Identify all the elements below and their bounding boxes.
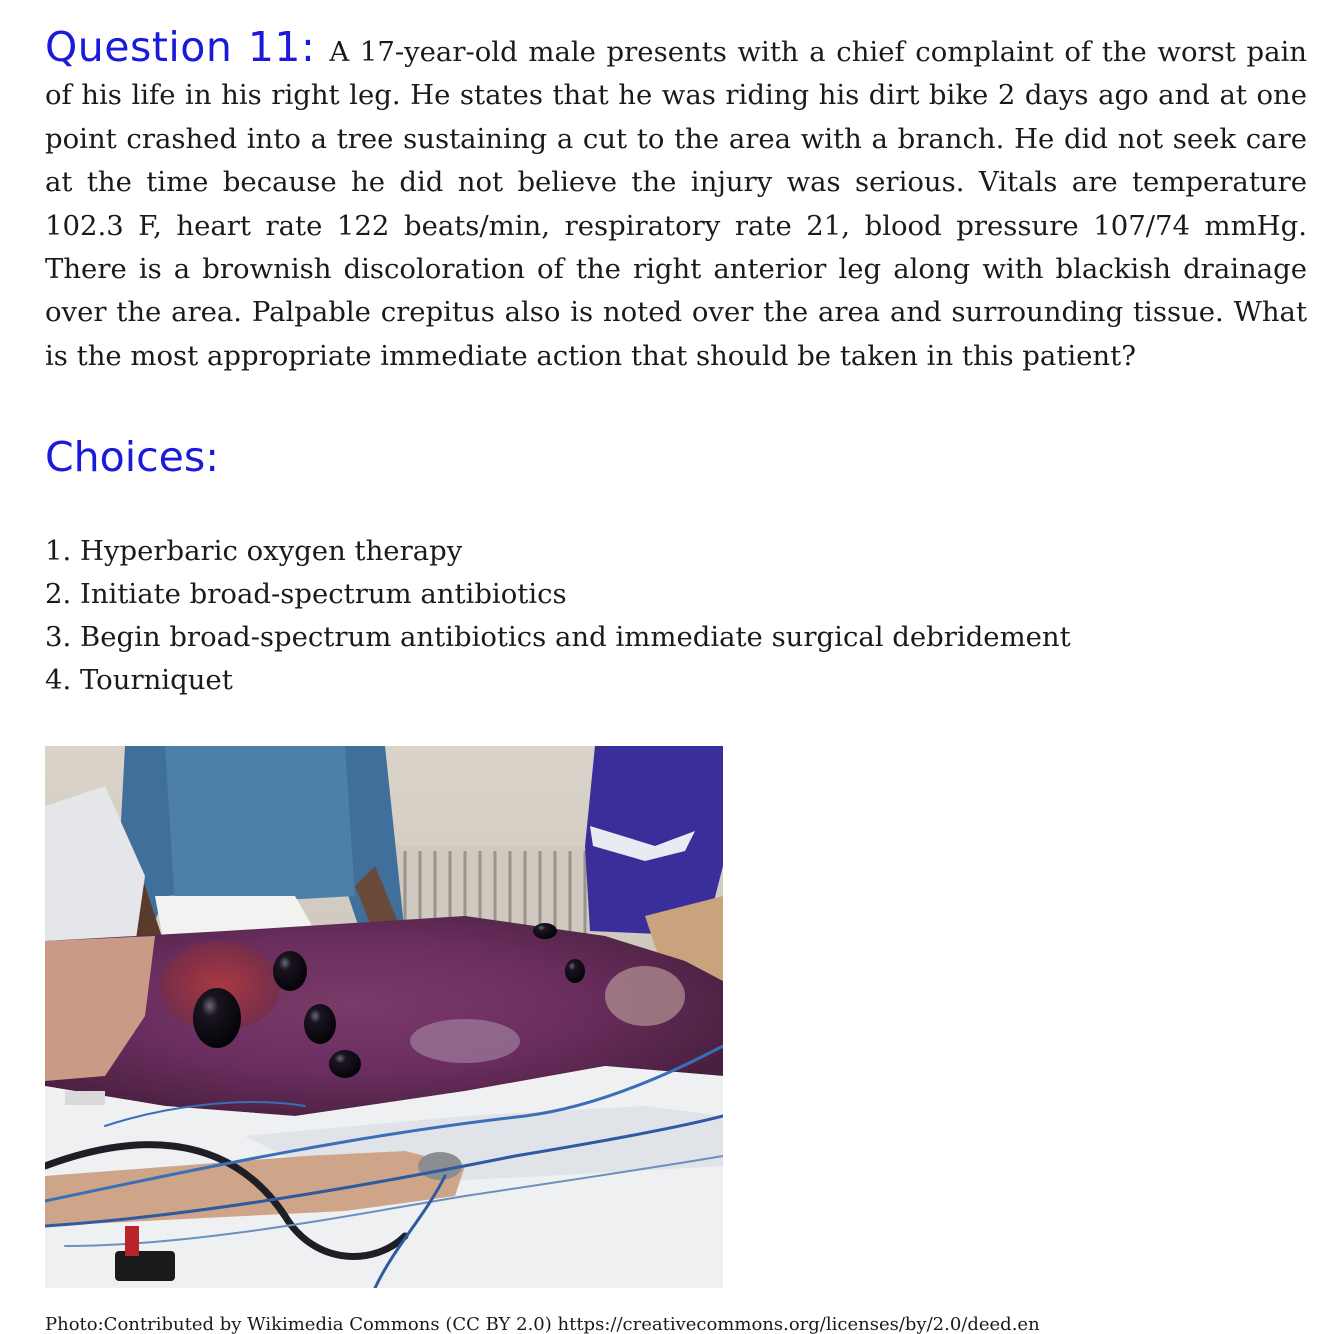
choice-item-2[interactable]: 2. Initiate broad-spectrum antibiotics [45,578,567,611]
choice-item-3[interactable]: 3. Begin broad-spectrum antibiotics and immediate surgical debridement [45,621,1071,654]
clinical-photo-illustration [45,746,723,1288]
question-paragraph [45,23,1307,378]
question-page [45,23,1307,702]
photo-caption: Photo:Contributed by Wikimedia Commons (CC BY 2.0) https://creativecommons.org/licenses/by/2.0/deed.en [45,1314,1040,1334]
choice-item-4[interactable]: 4. Tourniquet [45,664,233,697]
question-label: Question 11: [45,23,316,71]
choices-heading: Choices: [45,433,220,482]
question-text: A 17-year-old male presents with a chief complaint of the worst pain of his life in his right leg. He states that he was riding his dirt bike 2 days ago and at one point crashed into a tree sustaining a cut to the area with a branch. He did not seek care at the time because he did not believe the injury was serious. Vitals are temperature 102.3 F, heart rate 122 beats/min, respiratory rate 21, blood pressure 107/74 mmHg. There is a brownish discoloration of the right anterior leg along with blackish drainage over the area. Palpable crepitus also is noted over the area and surrounding tissue. What is the most appropriate immediate action that should be taken in this patient? [45,36,1307,372]
choice-item-1[interactable]: 1. Hyperbaric oxygen therapy [45,535,463,568]
clinical-photo [45,746,723,1288]
choice-list [45,530,1307,702]
